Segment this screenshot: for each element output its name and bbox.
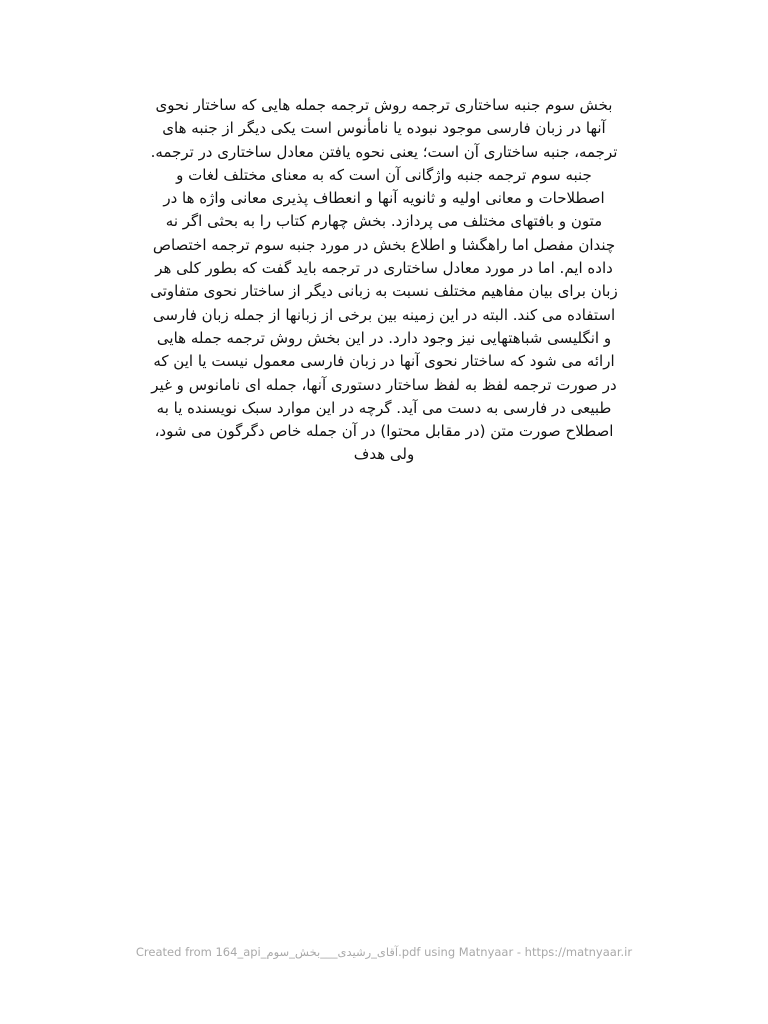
text-line: بخش سوم جنبه ساختاری ترجمه روش ترجمه جمله هایی که ساختار نحوی [155, 96, 613, 114]
text-line: اصطلاحات و معانی اولیه و ثانویه آنها و انعطاف پذیری معانی واژه ها در [163, 189, 605, 208]
text-line: چندان مفصل اما راهگشا و اطلاع بخش در مورد جنبه سوم ترجمه اختصاص [152, 235, 616, 254]
text-line: جنبه سوم ترجمه جنبه واژگانی آن است که به معنای مختلف لغات و [176, 165, 592, 184]
text-line: در صورت ترجمه لفظ به لفظ ساختار دستوری آنها، جمله ای نامانوس و غیر [151, 375, 617, 394]
body-paragraph [100, 94, 668, 467]
text-line: ارائه می شود که ساختار نحوی آنها در زبان فارسی معمول نیست یا این که [153, 352, 615, 371]
text-line: متون و بافتهای مختلف می پردازد. بخش چهارم کتاب را به بحثی اگر نه [165, 212, 603, 231]
text-line: اصطلاح صورت متن (در مقابل محتوا) در آن جمله خاص دگرگون می شود، [154, 422, 614, 441]
text-line: ترجمه، جنبه ساختاری آن است؛ یعنی نحوه یافتن معادل ساختاری در ترجمه. [150, 142, 618, 161]
text-line: استفاده می کند. البته در این زمینه بین برخی از زبانها از جمله زبان فارسی [152, 305, 616, 324]
footer-credit: Created from 164_api_آقای_رشیدی___بخش_سوم.pdf using Matnyaar - https://matnyaar.ir [135, 945, 633, 959]
text-line: داده ایم. اما در مورد معادل ساختاری در ترجمه باید گفت که بطور کلی هر [155, 259, 613, 278]
text-line: زبان برای بیان مفاهیم مختلف نسبت به زبانی دیگر از ساختار نحوی متفاوتی [150, 282, 618, 301]
text-line: و انگلیسی شباهتهایی نیز وجود دارد. در این بخش روش ترجمه جمله هایی [156, 328, 612, 347]
text-line: طبیعی در فارسی به دست می آید. گرچه در این موارد سبک نویسنده یا به [156, 398, 612, 417]
text-line: ولی هدف [353, 445, 415, 464]
text-line: آنها در زبان فارسی موجود نبوده یا نامأنوس است یکی دیگر از جنبه های [162, 119, 606, 138]
